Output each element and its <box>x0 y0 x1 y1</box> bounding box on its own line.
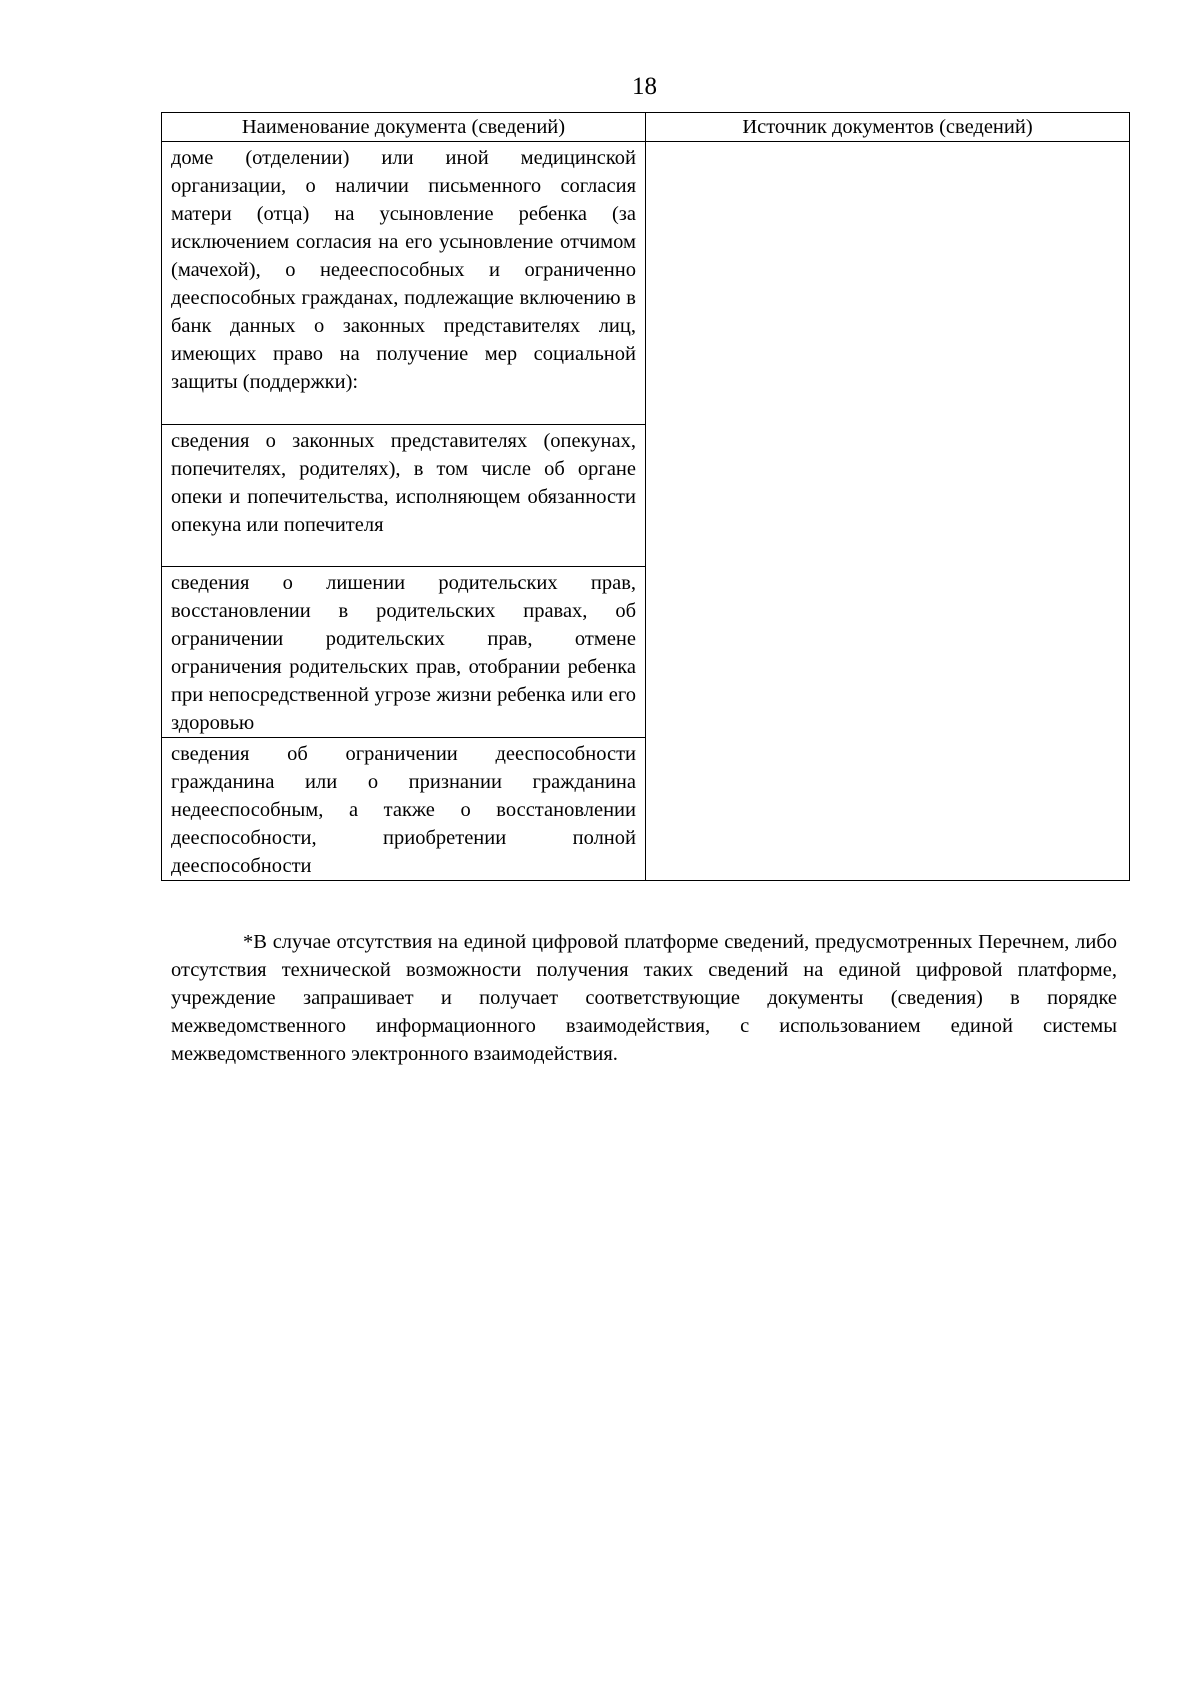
document-name-cell: доме (отделении) или иной медицинской организации, о наличии письменного согласия матери (отца) на усыновление ребенка (за исключением согласия на его усыновление отчимом (мачехой), о недееспособных и ограниченно дееспособных гражданах, подлежащие включению в банк данных о законных представителях лиц, имеющих право на получение мер социальной защиты (поддержки): <box>162 142 646 425</box>
footnote: *В случае отсутствия на единой цифровой платформе сведений, предусмотренных Перечнем, либо отсутствия технической возможности получения таких сведений на единой цифровой платформе, учреждение запрашивает и получает соответствующие документы (сведения) в порядке межведомственного информационного взаимодействия, с использованием единой системы межведомственного электронного взаимодействия. <box>171 931 1117 1065</box>
documents-table <box>161 112 1130 881</box>
document-name-cell: сведения о законных представителях (опекунах, попечителях, родителях), в том числе об органе опеки и попечительства, исполняющем обязанности опекуна или попечителя <box>162 425 646 567</box>
document-source-cell <box>646 142 1130 881</box>
table-row <box>162 142 1130 425</box>
page-number: 18 <box>632 73 657 100</box>
document-name-cell: сведения об ограничении дееспособности гражданина или о признании гражданина недееспособным, а также о восстановлении дееспособности, приобретении полной дееспособности <box>162 738 646 881</box>
table-header-row <box>162 113 1130 142</box>
column-header-document-name: Наименование документа (сведений) <box>162 113 646 142</box>
document-name-cell: сведения о лишении родительских прав, восстановлении в родительских правах, об ограничении родительских прав, отмене ограничения родительских прав, отобрании ребенка при непосредственной угрозе жизни ребенка или его здоровью <box>162 567 646 738</box>
column-header-document-source: Источник документов (сведений) <box>646 113 1130 142</box>
